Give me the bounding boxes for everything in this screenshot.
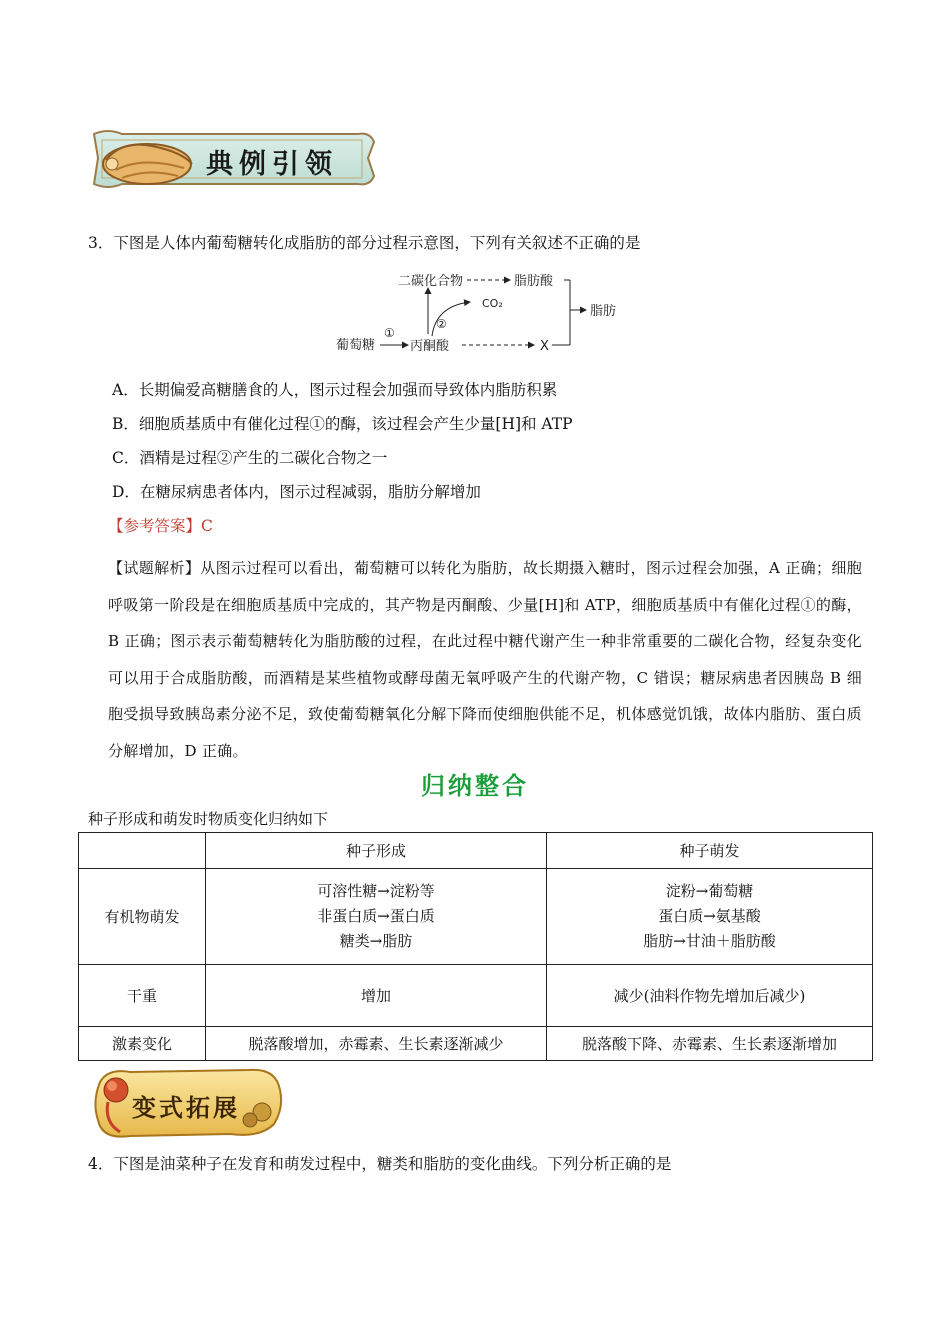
label-co2: CO₂ <box>482 297 503 310</box>
option-c: C．酒精是过程②产生的二碳化合物之一 <box>112 449 388 467</box>
analysis-text: 从图示过程可以看出，葡萄糖可以转化为脂肪，故长期摄入糖时，图示过程会加强，A 正确；细胞呼吸第一阶段是在细胞质基质中完成的，其产物是丙酮酸、少量[H]和 ATP，细胞质基质中有催化过程①的酶，B 正确；图示表示葡萄糖转化为脂肪酸的过程，在此过程中糖代谢产生一种非常重要的二碳化合物，经复杂变化可以用于合成脂肪酸，而酒精是某些植物或酵母菌无氧呼吸产生的代谢产物，C 错误；糖尿病患者因胰岛 B 细胞受损导致胰岛素分泌不足，致使葡萄糖氧化分解下降而使细胞供能不足，机体感觉饥饿，故体内脂肪、蛋白质分解增加，D 正确。 <box>108 559 862 760</box>
option-a: A．长期偏爱高糖膳食的人，图示过程会加强而导致体内脂肪积累 <box>112 381 558 399</box>
banner-title: 典例引领 <box>206 149 338 180</box>
germination-cell: 脱落酸下降、赤霉素、生长素逐渐增加 <box>547 1027 873 1061</box>
formation-cell <box>206 869 547 965</box>
formation-cell: 增加 <box>206 965 547 1027</box>
table-row <box>79 869 873 965</box>
section-title: 归纳整合 <box>421 772 529 800</box>
answer-label: 【参考答案】 <box>108 517 202 535</box>
reference-answer <box>108 514 213 536</box>
analysis-paragraph <box>108 550 862 769</box>
germination-cell: 减少(油料作物先增加后减少) <box>547 965 873 1027</box>
question-stem: 3．下图是人体内葡萄糖转化成脂肪的部分过程示意图，下列有关叙述不正确的是 <box>88 234 641 252</box>
summary-table <box>78 832 873 1061</box>
label-step2: ② <box>436 317 447 331</box>
summary-intro: 种子形成和萌发时物质变化归纳如下 <box>88 810 329 828</box>
glucose-to-fat-diagram <box>330 266 630 361</box>
label-glucose: 葡萄糖 <box>336 338 376 353</box>
example-banner <box>88 128 376 190</box>
label-fat: 脂肪 <box>590 304 617 319</box>
cell-line: 非蛋白质→蛋白质 <box>317 907 435 925</box>
label-x: X <box>540 339 549 354</box>
table-header-row <box>79 833 873 869</box>
table-row <box>79 1027 873 1061</box>
row-label: 有机物萌发 <box>79 869 206 965</box>
label-pyruvate: 丙酮酸 <box>410 339 450 354</box>
option-d: D．在糖尿病患者体内，图示过程减弱，脂肪分解增加 <box>112 483 481 501</box>
analysis-label: 【试题解析】 <box>108 559 201 577</box>
label-step1: ① <box>384 326 395 340</box>
cell-line: 淀粉→葡萄糖 <box>665 882 754 900</box>
cell-line: 糖类→脂肪 <box>339 932 413 950</box>
table-header-germination: 种子萌发 <box>547 833 873 869</box>
label-c2-compound: 二碳化合物 <box>398 274 464 289</box>
cell-line: 蛋白质→氨基酸 <box>658 907 761 925</box>
formation-cell: 脱落酸增加，赤霉素、生长素逐渐减少 <box>206 1027 547 1061</box>
answer-value: C <box>201 517 213 535</box>
question-stem: 4．下图是油菜种子在发育和萌发过程中，糖类和脂肪的变化曲线。下列分析正确的是 <box>88 1155 672 1173</box>
table-row <box>79 965 873 1027</box>
cell-line: 可溶性糖→淀粉等 <box>317 882 435 900</box>
row-label: 干重 <box>79 965 206 1027</box>
extension-banner <box>90 1062 286 1142</box>
cell-line: 脂肪→甘油＋脂肪酸 <box>643 932 776 950</box>
row-label: 激素变化 <box>79 1027 206 1061</box>
germination-cell <box>547 869 873 965</box>
option-b: B．细胞质基质中有催化过程①的酶，该过程会产生少量[H]和 ATP <box>112 415 573 433</box>
banner-title: 变式拓展 <box>132 1094 240 1122</box>
label-fatty-acid: 脂肪酸 <box>514 274 554 289</box>
table-header-formation: 种子形成 <box>206 833 547 869</box>
table-header-blank <box>79 833 206 869</box>
conch-shell-icon <box>92 130 202 190</box>
process-diagram <box>330 266 630 361</box>
